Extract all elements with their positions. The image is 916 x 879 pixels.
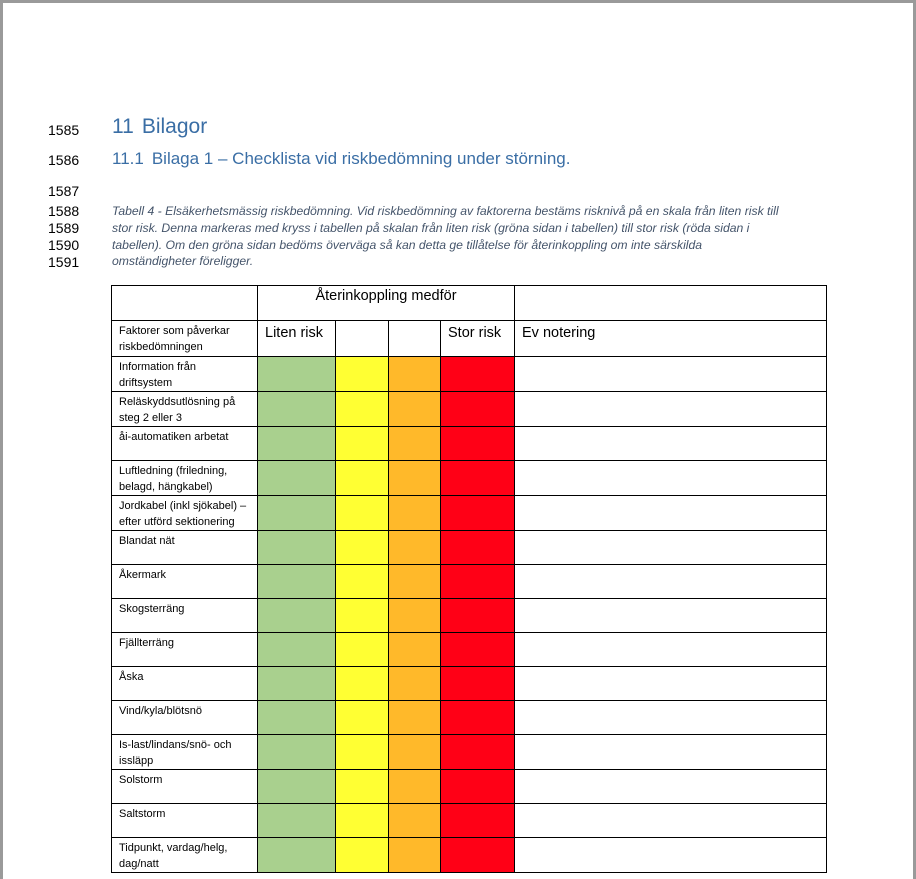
medium-low-risk-cell[interactable]	[336, 461, 389, 496]
factor-label: Åkermark	[119, 569, 167, 581]
caption-line: tabellen). Om den gröna sidan bedöms överväga så kan detta ge tillåtelse för återinkoppling om inte särskilda	[112, 237, 703, 252]
line-number: 1587	[48, 183, 80, 199]
factor-cell	[112, 427, 258, 461]
note-cell[interactable]	[515, 804, 827, 838]
table-row	[112, 531, 827, 565]
high-risk-cell[interactable]	[441, 427, 515, 461]
high-risk-cell[interactable]	[441, 461, 515, 496]
note-cell[interactable]	[515, 565, 827, 599]
medium-high-risk-cell[interactable]	[389, 667, 441, 701]
low-risk-cell[interactable]	[258, 565, 336, 599]
factor-label: Solstorm	[119, 774, 163, 786]
note-cell[interactable]	[515, 461, 827, 496]
factor-cell	[112, 392, 258, 427]
table-row	[112, 804, 827, 838]
note-cell[interactable]	[515, 531, 827, 565]
caption-line: stor risk. Denna markeras med kryss i tabellen på skalan från liten risk (gröna sidan i tabellen) till stor risk (röda sidan i	[112, 220, 750, 235]
note-cell[interactable]	[515, 599, 827, 633]
medium-low-risk-cell[interactable]	[336, 633, 389, 667]
note-cell[interactable]	[515, 735, 827, 770]
reconnection-header: Återinkoppling medför	[258, 286, 515, 321]
factor-cell	[112, 633, 258, 667]
factor-label: steg 2 eller 3	[119, 412, 182, 424]
note-header: Ev notering	[515, 321, 827, 357]
factor-header-line: riskbedömningen	[119, 341, 203, 353]
empty-header-cell	[112, 286, 258, 321]
low-risk-cell[interactable]	[258, 427, 336, 461]
medium-high-risk-cell[interactable]	[389, 838, 441, 873]
medium-high-risk-cell[interactable]	[389, 392, 441, 427]
factor-label: Information från	[119, 361, 197, 373]
medium-low-risk-cell[interactable]	[336, 392, 389, 427]
factor-cell	[112, 770, 258, 804]
low-risk-cell[interactable]	[258, 392, 336, 427]
medium-high-risk-cell[interactable]	[389, 804, 441, 838]
table-row	[112, 667, 827, 701]
high-risk-cell[interactable]	[441, 701, 515, 735]
medium-high-risk-cell[interactable]	[389, 565, 441, 599]
factor-cell	[112, 701, 258, 735]
factor-cell	[112, 599, 258, 633]
medium-low-risk-cell[interactable]	[336, 357, 389, 392]
high-risk-cell[interactable]	[441, 633, 515, 667]
empty-scale-cell	[389, 321, 441, 357]
medium-low-risk-cell[interactable]	[336, 804, 389, 838]
note-cell[interactable]	[515, 667, 827, 701]
low-risk-cell[interactable]	[258, 496, 336, 531]
high-risk-cell[interactable]	[441, 804, 515, 838]
high-risk-header: Stor risk	[441, 321, 515, 357]
factor-column-header	[112, 321, 258, 357]
note-cell[interactable]	[515, 427, 827, 461]
table-row	[112, 496, 827, 531]
factor-header-line: Faktorer som påverkar	[119, 325, 230, 337]
line-number: 1589	[48, 220, 80, 236]
table-row	[112, 701, 827, 735]
medium-high-risk-cell[interactable]	[389, 633, 441, 667]
note-cell[interactable]	[515, 770, 827, 804]
note-cell[interactable]	[515, 392, 827, 427]
table-row	[112, 461, 827, 496]
table-row	[112, 599, 827, 633]
heading-bilaga-1	[112, 149, 570, 169]
low-risk-cell[interactable]	[258, 633, 336, 667]
factor-label: efter utförd sektionering	[119, 516, 235, 528]
table-row	[112, 770, 827, 804]
medium-high-risk-cell[interactable]	[389, 701, 441, 735]
table-row	[112, 392, 827, 427]
medium-low-risk-cell[interactable]	[336, 735, 389, 770]
factor-label: Blandat nät	[119, 535, 175, 547]
table-subheader-row	[112, 321, 827, 357]
table-row	[112, 565, 827, 599]
medium-low-risk-cell[interactable]	[336, 427, 389, 461]
medium-high-risk-cell[interactable]	[389, 427, 441, 461]
caption-line: Tabell 4 - Elsäkerhetsmässig riskbedömning. Vid riskbedömning av faktorerna bestäms risknivå på en skala från liten risk till	[112, 204, 779, 218]
empty-header-cell	[515, 286, 827, 321]
risk-assessment-table	[111, 285, 827, 873]
low-risk-cell[interactable]	[258, 770, 336, 804]
low-risk-cell[interactable]	[258, 357, 336, 392]
high-risk-cell[interactable]	[441, 838, 515, 873]
heading-bilagor	[112, 115, 207, 139]
low-risk-cell[interactable]	[258, 838, 336, 873]
low-risk-header: Liten risk	[258, 321, 336, 357]
medium-low-risk-cell[interactable]	[336, 565, 389, 599]
high-risk-cell[interactable]	[441, 531, 515, 565]
line-number: 1586	[48, 152, 80, 168]
factor-label: dag/natt	[119, 858, 159, 870]
line-number: 1590	[48, 237, 80, 253]
low-risk-cell[interactable]	[258, 804, 336, 838]
factor-cell	[112, 531, 258, 565]
line-number: 1585	[48, 122, 80, 138]
factor-label: Jordkabel (inkl sjökabel) –	[119, 500, 247, 512]
medium-low-risk-cell[interactable]	[336, 667, 389, 701]
medium-low-risk-cell[interactable]	[336, 599, 389, 633]
high-risk-cell[interactable]	[441, 565, 515, 599]
factor-label: Saltstorm	[119, 808, 166, 820]
low-risk-cell[interactable]	[258, 461, 336, 496]
medium-low-risk-cell[interactable]	[336, 770, 389, 804]
factor-label: Vind/kyla/blötsnö	[119, 705, 202, 717]
factor-label: Reläskyddsutlösning på	[119, 396, 236, 408]
heading-text: Bilagor	[141, 115, 208, 138]
high-risk-cell[interactable]	[441, 392, 515, 427]
note-cell[interactable]	[515, 838, 827, 873]
table-row	[112, 633, 827, 667]
factor-cell	[112, 804, 258, 838]
note-cell[interactable]	[515, 357, 827, 392]
table-row	[112, 427, 827, 461]
medium-high-risk-cell[interactable]	[389, 357, 441, 392]
factor-cell	[112, 496, 258, 531]
factor-label: åi-automatiken arbetat	[119, 431, 229, 443]
note-cell[interactable]	[515, 496, 827, 531]
high-risk-cell[interactable]	[441, 599, 515, 633]
medium-low-risk-cell[interactable]	[336, 496, 389, 531]
caption-line: omständigheter föreligger.	[112, 254, 254, 269]
heading-number: 11.1	[112, 149, 144, 168]
high-risk-cell[interactable]	[441, 667, 515, 701]
medium-low-risk-cell[interactable]	[336, 838, 389, 873]
table-row	[112, 357, 827, 392]
factor-label: issläpp	[119, 755, 154, 767]
factor-label: Fjällterräng	[119, 637, 175, 649]
factor-cell	[112, 565, 258, 599]
low-risk-cell[interactable]	[258, 701, 336, 735]
table-row	[112, 735, 827, 770]
factor-cell	[112, 735, 258, 770]
factor-cell	[112, 461, 258, 496]
medium-low-risk-cell[interactable]	[336, 701, 389, 735]
table-header-row	[112, 286, 827, 321]
empty-scale-cell	[336, 321, 389, 357]
high-risk-cell[interactable]	[441, 770, 515, 804]
factor-cell	[112, 357, 258, 392]
factor-cell	[112, 667, 258, 701]
factor-label: Tidpunkt, vardag/helg,	[119, 842, 228, 854]
high-risk-cell[interactable]	[441, 735, 515, 770]
heading-text: Bilaga 1 – Checklista vid riskbedömning under störning.	[151, 149, 571, 168]
high-risk-cell[interactable]	[441, 357, 515, 392]
factor-label: Is-last/lindans/snö- och	[119, 739, 232, 751]
heading-number: 11	[112, 115, 134, 138]
factor-label: Luftledning (friledning,	[119, 465, 228, 477]
low-risk-cell[interactable]	[258, 735, 336, 770]
factor-label: belagd, hängkabel)	[119, 481, 213, 493]
medium-high-risk-cell[interactable]	[389, 461, 441, 496]
note-cell[interactable]	[515, 701, 827, 735]
factor-label: Skogsterräng	[119, 603, 185, 615]
medium-high-risk-cell[interactable]	[389, 531, 441, 565]
medium-low-risk-cell[interactable]	[336, 531, 389, 565]
line-number: 1591	[48, 254, 80, 270]
factor-cell	[112, 838, 258, 873]
high-risk-cell[interactable]	[441, 496, 515, 531]
medium-high-risk-cell[interactable]	[389, 735, 441, 770]
table-row	[112, 838, 827, 873]
medium-high-risk-cell[interactable]	[389, 496, 441, 531]
low-risk-cell[interactable]	[258, 599, 336, 633]
low-risk-cell[interactable]	[258, 531, 336, 565]
factor-label: Åska	[119, 671, 144, 683]
low-risk-cell[interactable]	[258, 667, 336, 701]
medium-high-risk-cell[interactable]	[389, 599, 441, 633]
table-caption	[112, 203, 812, 270]
factor-label: driftsystem	[119, 377, 173, 389]
note-cell[interactable]	[515, 633, 827, 667]
line-number: 1588	[48, 203, 80, 219]
medium-high-risk-cell[interactable]	[389, 770, 441, 804]
